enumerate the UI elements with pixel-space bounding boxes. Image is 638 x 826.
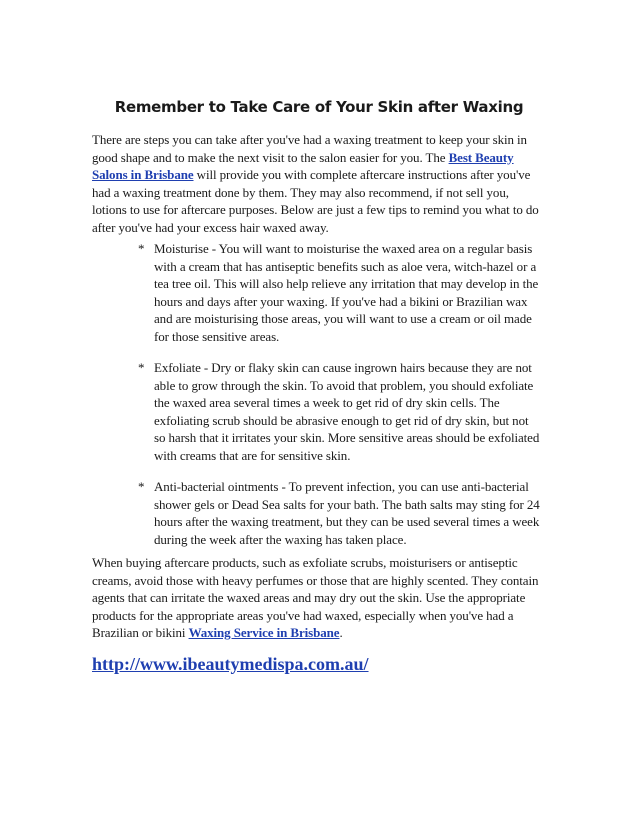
tips-list	[140, 240, 540, 562]
bullet-marker: *	[138, 360, 145, 375]
tip-moisturise: Moisturise - You will want to moisturise the waxed area on a regular basis with a cream that has antiseptic benefits such as aloe vera, witch-hazel or a tea tree oil. This will also help relieve any irritation that may develop in the hours and days after your waxing. If you've had a bikini or Brazilian wax and are moisturising those areas, you will want to use a cream or oil made for those sensitive areas.	[154, 241, 539, 344]
list-item	[140, 240, 540, 345]
intro-paragraph	[92, 131, 542, 236]
closing-text-part1: When buying aftercare products, such as exfoliate scrubs, moisturisers or antiseptic creams, avoid those with heavy perfumes or those that are highly scented. They contain agents that can irritate the waxed areas and may dry out the skin. Use the appropriate products for the appropriate areas you've had waxed, especially when you've had a Brazilian or bikini	[92, 555, 539, 640]
list-item	[140, 478, 540, 548]
bullet-marker: *	[138, 241, 145, 256]
closing-text-part2: .	[339, 625, 343, 640]
intro-text-part1: There are steps you can take after you've had a waxing treatment to keep your skin in good shape and to make the next visit to the salon easier for you. The	[92, 132, 527, 165]
closing-paragraph	[92, 554, 542, 642]
bullet-marker: *	[138, 479, 145, 494]
list-item	[140, 359, 540, 464]
website-url-link[interactable]: http://www.ibeautymedispa.com.au/	[92, 654, 369, 674]
waxing-service-link[interactable]: Waxing Service in Brisbane	[188, 625, 340, 640]
document-title: Remember to Take Care of Your Skin after Waxing	[114, 98, 524, 116]
tip-anti-bacterial: Anti-bacterial ointments - To prevent infection, you can use anti-bacterial shower gels or Dead Sea salts for your bath. The bath salts may sting for 24 hours after the waxing treatment, but they can be used several times a week during the week after the waxing has taken place.	[154, 479, 540, 547]
best-beauty-salons-link[interactable]: Best Beauty Salons in Brisbane	[92, 149, 514, 182]
intro-text-part2: will provide you with complete aftercare instructions after you've had a waxing treatment done by them. They may also recommend, if not sell you, lotions to use for aftercare purposes. Below are just a few tips to remind you what to do after you've had your excess hair waxed away.	[92, 167, 539, 235]
tip-exfoliate: Exfoliate - Dry or flaky skin can cause ingrown hairs because they are not able to grow through the skin. To avoid that problem, you should exfoliate the waxed area several times a week to get rid of dry skin cells. The exfoliating scrub should be abrasive enough to get rid of dry skin, but not so harsh that it irritates your skin. More sensitive areas should be exfoliated with creams that are for sensitive skin.	[154, 360, 540, 463]
